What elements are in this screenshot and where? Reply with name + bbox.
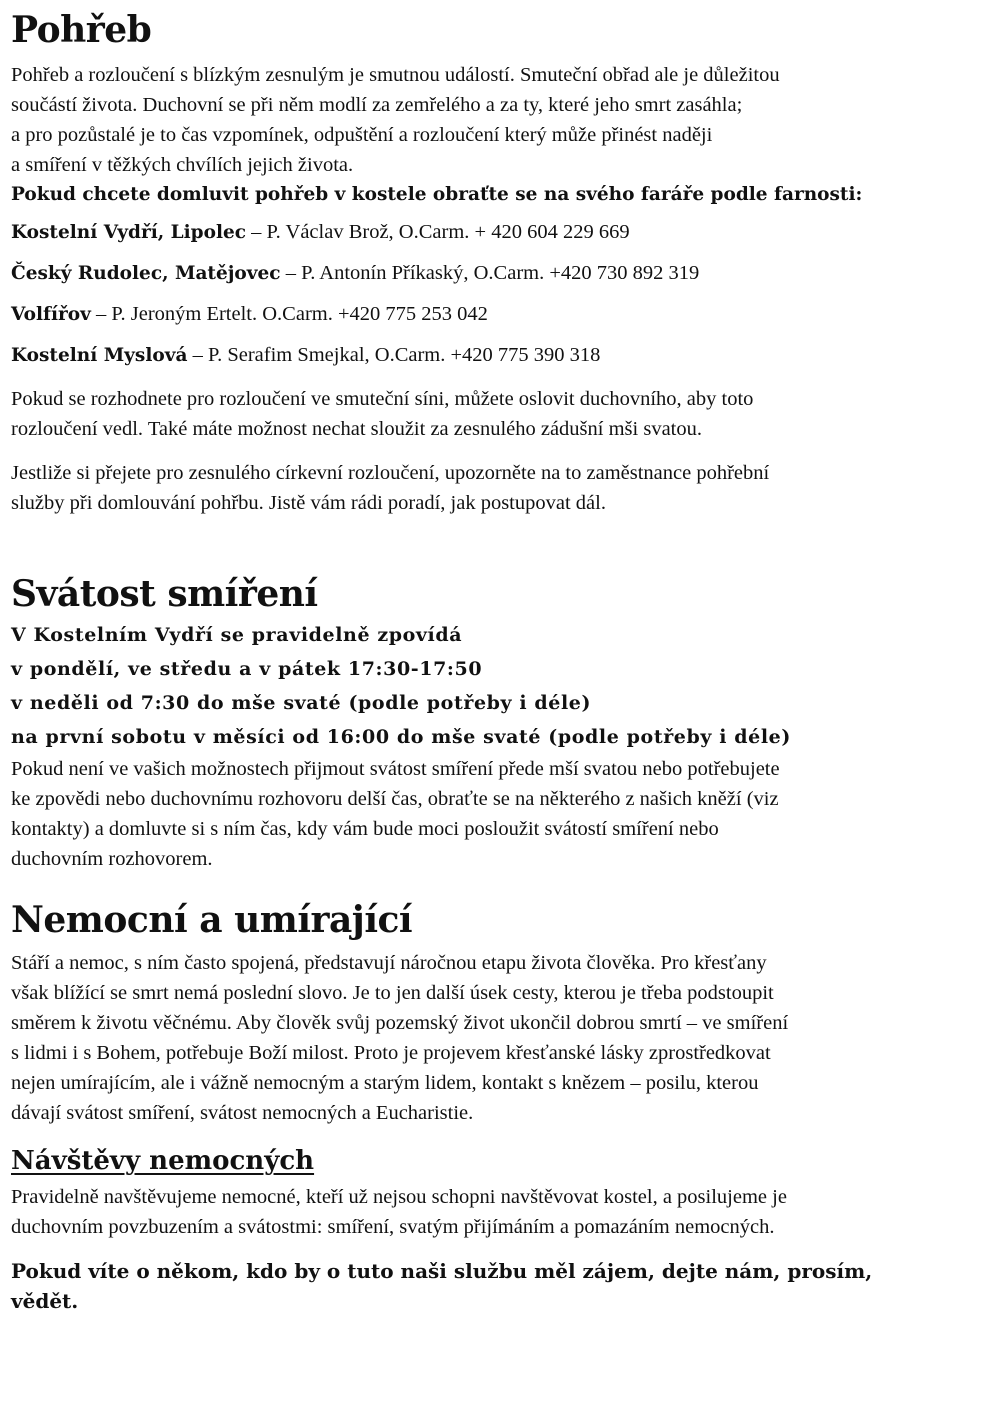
schedule-line: V Kostelním Vydří se pravidelně zpovídá bbox=[11, 624, 463, 646]
closing-note bbox=[11, 1256, 977, 1316]
text-line: směrem k životu věčnému. Aby člověk svůj pozemský život ukončil dobrou smrtí – ve smíření bbox=[11, 1012, 789, 1034]
spacer bbox=[11, 518, 977, 570]
text-line: součástí života. Duchovní se při něm modlí za zemřelého a za ty, které jeho smrt zasáhla; bbox=[11, 94, 743, 116]
heading-svatost-smireni: Svátost smíření bbox=[11, 573, 318, 615]
contact-parish: Volfířov bbox=[11, 304, 91, 325]
contact-heading: Pokud chcete domluvit pohřeb v kostele obraťte se na svého faráře podle farnosti: bbox=[11, 184, 863, 205]
text-line: Pokud se rozhodnete pro rozloučení ve smuteční síni, můžete oslovit duchovního, aby toto bbox=[11, 388, 754, 410]
text-line: a smíření v těžkých chvílích jejich života. bbox=[11, 154, 354, 176]
contact-priest: – P. Jeroným Ertelt. O.Carm. +420 775 253 042 bbox=[90, 303, 488, 325]
contact-item bbox=[11, 335, 977, 376]
contact-item bbox=[11, 294, 977, 335]
paragraph-nemocni bbox=[11, 948, 977, 1128]
contact-list bbox=[11, 212, 977, 376]
text-line: však blížící se smrt nemá poslední slovo. Je to jen další úsek cesty, kterou je třeba podstoupit bbox=[11, 982, 774, 1004]
text-line: ke zpovědi nebo duchovnímu rozhovoru delší čas, obraťte se na některého z našich kněží (viz bbox=[11, 788, 779, 810]
paragraph-cirkevni-rozlouceni bbox=[11, 458, 977, 518]
heading-nemocni-a-umirajici: Nemocní a umírající bbox=[11, 899, 413, 941]
contact-parish: Kostelní Vydří, Lipolec bbox=[11, 222, 247, 243]
heading-pohreb: Pohřeb bbox=[11, 9, 152, 51]
spacer bbox=[11, 874, 977, 896]
text-line: duchovním povzbuzením a svátostmi: smíření, svatým přijímáním a pomazáním nemocných. bbox=[11, 1216, 775, 1238]
text-line: a pro pozůstalé je to čas vzpomínek, odpuštění a rozloučení který může přinést naději bbox=[11, 124, 713, 146]
text-line: služby při domlouvání pohřbu. Jistě vám rádi poradí, jak postupovat dál. bbox=[11, 492, 606, 514]
contact-parish: Český Rudolec, Matějovec bbox=[11, 263, 281, 284]
paragraph-smireni bbox=[11, 754, 977, 874]
text-line: dávají svátost smíření, svátost nemocných a Eucharistie. bbox=[11, 1102, 474, 1124]
contact-priest: – P. Antonín Příkaský, O.Carm. +420 730 892 319 bbox=[280, 262, 700, 284]
contact-priest: – P. Václav Brož, O.Carm. + 420 604 229 669 bbox=[246, 221, 630, 243]
schedule-line: v pondělí, ve středu a v pátek 17:30-17:50 bbox=[11, 658, 483, 680]
text-line: s lidmi i s Bohem, potřebuje Boží milost. Proto je projevem křesťanské lásky zprostředkovat bbox=[11, 1042, 771, 1064]
text-line: Pokud víte o někom, kdo by o tuto naši službu měl zájem, dejte nám, prosím, bbox=[11, 1259, 873, 1283]
contact-item bbox=[11, 253, 977, 294]
text-line: rozloučení vedl. Také máte možnost nechat sloužit za zesnulého zádušní mši svatou. bbox=[11, 418, 702, 440]
text-line: duchovním rozhovorem. bbox=[11, 848, 213, 870]
contact-item bbox=[11, 212, 977, 253]
schedule-line: na první sobotu v měsíci od 16:00 do mše svaté (podle potřeby i déle) bbox=[11, 726, 791, 748]
spacer bbox=[11, 1128, 977, 1144]
text-line: Pokud není ve vašich možnostech přijmout svátost smíření přede mší svatou nebo potřebujete bbox=[11, 758, 780, 780]
text-line: Jestliže si přejete pro zesnulého církevní rozloučení, upozorněte na to zaměstnance pohřební bbox=[11, 462, 770, 484]
schedule-line: v neděli od 7:30 do mše svaté (podle potřeby i déle) bbox=[11, 692, 592, 714]
contact-parish: Kostelní Myslová bbox=[11, 345, 188, 366]
text-line: kontakty) a domluvte si s ním čas, kdy vám bude moci posloužit svátostí smíření nebo bbox=[11, 818, 719, 840]
paragraph-navstevy bbox=[11, 1182, 977, 1242]
text-line: Pohřeb a rozloučení s blízkým zesnulým je smutnou událostí. Smuteční obřad ale je důležitou bbox=[11, 64, 780, 86]
text-line: vědět. bbox=[11, 1289, 79, 1313]
pohreb-intro bbox=[11, 60, 977, 180]
text-line: nejen umírajícím, ale i vážně nemocným a starým lidem, kontakt s knězem – posilu, kterou bbox=[11, 1072, 759, 1094]
contact-priest: – P. Serafim Smejkal, O.Carm. +420 775 390 318 bbox=[187, 344, 601, 366]
paragraph-smutecni-sin bbox=[11, 384, 977, 444]
text-line: Pravidelně navštěvujeme nemocné, kteří už nejsou schopni navštěvovat kostel, a posilujeme je bbox=[11, 1186, 787, 1208]
text-line: Stáří a nemoc, s ním často spojená, představují náročnou etapu života člověka. Pro křesťany bbox=[11, 952, 767, 974]
heading-navstevy-nemocnych: Návštěvy nemocných bbox=[11, 1146, 315, 1176]
confession-schedule bbox=[11, 618, 977, 754]
